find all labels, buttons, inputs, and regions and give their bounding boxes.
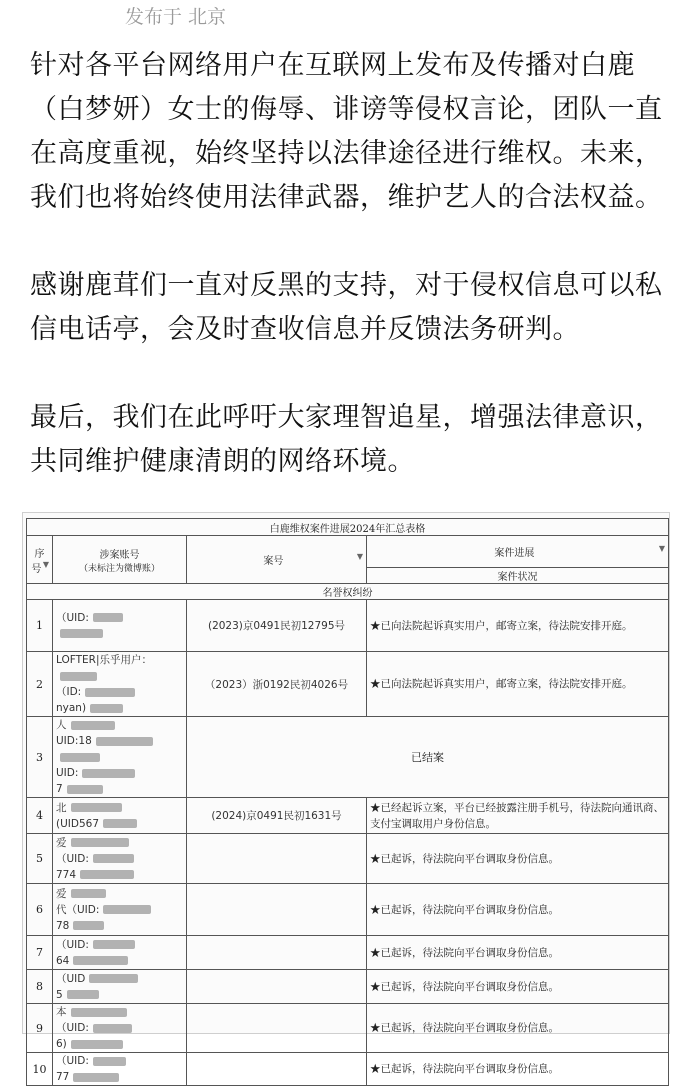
table-row (27, 884, 669, 936)
row-case-number: (2024)京0491民初1631号 (187, 798, 367, 834)
row-progress: ★已起诉，待法院向平台调取身份信息。 (367, 1004, 669, 1053)
table-row (27, 834, 669, 884)
row-progress: ★已起诉，待法院向平台调取身份信息。 (367, 936, 669, 970)
redaction-mark (93, 854, 134, 863)
row-case-number (187, 936, 367, 970)
redaction-mark (67, 785, 103, 794)
post-paragraph-3: 最后，我们在此呼吁大家理智追星，增强法律意识，共同维护健康清朗的网络环境。 (30, 402, 663, 477)
post-location: 发布于 北京 (125, 6, 227, 28)
row-account: 爱 代（UID: 78 (53, 884, 187, 936)
post-body (30, 44, 666, 484)
redaction-mark (73, 921, 104, 930)
post-paragraph-1: 针对各平台网络用户在互联网上发布及传播对白鹿（白梦妍）女士的侮辱、诽谤等侵权言论，团队一直在高度重视，始终坚持以法律途径进行维权。未来，我们也将始终使用法律武器，维护艺人的合法权益。 (30, 50, 663, 213)
row-case-number (187, 884, 367, 936)
redaction-mark (96, 737, 153, 746)
redaction-mark (60, 629, 103, 638)
redaction-mark (60, 672, 97, 681)
row-account: 本 （UID: 6) (53, 1004, 187, 1053)
section-label: 名誉权纠纷 (27, 584, 669, 600)
redaction-mark (73, 956, 128, 965)
redaction-mark (71, 721, 115, 730)
table-title: 白鹿维权案件进展2024年汇总表格 (27, 519, 669, 536)
redaction-mark (80, 870, 134, 879)
row-index: 10 (27, 1053, 53, 1086)
redaction-mark (71, 1008, 127, 1017)
filter-dropdown-icon[interactable]: ▼ (42, 559, 49, 569)
row-progress: ★已向法院起诉真实用户，邮寄立案，待法院安排开庭。 (367, 600, 669, 652)
table-row (27, 1004, 669, 1053)
filter-dropdown-icon[interactable]: ▼ (356, 552, 363, 561)
post-paragraph-2: 感谢鹿茸们一直对反黑的支持，对于侵权信息可以私信电话亭，会及时查收信息并反馈法务研判。 (30, 270, 663, 345)
redaction-mark (67, 990, 99, 999)
row-case-number: (2023)京0491民初12795号 (187, 600, 367, 652)
row-account: 北 (UID567 (53, 798, 187, 834)
row-index: 7 (27, 936, 53, 970)
redaction-mark (103, 819, 137, 828)
row-account: （UID: 77 (53, 1053, 187, 1086)
row-index: 4 (27, 798, 53, 834)
redaction-mark (73, 1073, 119, 1082)
table-row (27, 717, 669, 798)
row-index: 3 (27, 717, 53, 798)
row-case-number (187, 834, 367, 884)
redaction-mark (71, 803, 122, 812)
header-seq: 序号 ▼ (27, 536, 53, 584)
row-progress: ★已起诉，待法院向平台调取身份信息。 (367, 970, 669, 1004)
table-row (27, 970, 669, 1004)
row-account: LOFTER|乐乎用户： （ID: nyan) (53, 652, 187, 717)
row-case-number (187, 1004, 367, 1053)
redaction-mark (82, 769, 135, 778)
row-progress: ★已起诉，待法院向平台调取身份信息。 (367, 884, 669, 936)
row-index: 8 (27, 970, 53, 1004)
table-row (27, 1053, 669, 1086)
redaction-mark (89, 974, 138, 983)
redaction-mark (71, 1040, 123, 1049)
redaction-mark (93, 1057, 126, 1066)
row-account: 人 UID:18 UID: 7 (53, 717, 187, 798)
header-progress-sub: 案件状况 (367, 568, 669, 584)
header-progress: 案件进展 ▼ (367, 536, 669, 568)
row-account: （UID: (53, 600, 187, 652)
row-case-number: （2023）浙0192民初4026号 (187, 652, 367, 717)
redaction-mark (60, 753, 100, 762)
redaction-mark (103, 905, 151, 914)
redaction-mark (93, 1024, 132, 1033)
filter-dropdown-icon[interactable]: ▼ (658, 544, 666, 553)
case-progress-table (26, 518, 669, 1086)
redaction-mark (90, 704, 123, 713)
row-index: 1 (27, 600, 53, 652)
redaction-mark (93, 940, 135, 949)
row-case-number (187, 970, 367, 1004)
header-account: 涉案账号 （未标注为微博账） (53, 536, 187, 584)
row-progress: ★已起诉，待法院向平台调取身份信息。 (367, 834, 669, 884)
row-progress: ★已经起诉立案，平台已经披露注册手机号，待法院向通讯商、支付宝调取用户身份信息。 (367, 798, 669, 834)
row-index: 2 (27, 652, 53, 717)
redaction-mark (71, 838, 129, 847)
row-index: 5 (27, 834, 53, 884)
row-case-number (187, 1053, 367, 1086)
row-account: （UID 5 (53, 970, 187, 1004)
table-row (27, 652, 669, 717)
row-closed: 已结案 (187, 717, 669, 798)
redaction-mark (71, 889, 106, 898)
row-progress: ★已起诉，待法院向平台调取身份信息。 (367, 1053, 669, 1086)
header-case-no: 案号 ▼ (187, 536, 367, 584)
row-index: 9 (27, 1004, 53, 1053)
case-table-image[interactable] (22, 512, 670, 1083)
row-account: 爱 （UID: 774 (53, 834, 187, 884)
table-row (27, 798, 669, 834)
table-row (27, 936, 669, 970)
row-account: （UID: 64 (53, 936, 187, 970)
table-row (27, 600, 669, 652)
redaction-mark (85, 688, 135, 697)
row-progress: ★已向法院起诉真实用户，邮寄立案，待法院安排开庭。 (367, 652, 669, 717)
redaction-mark (93, 613, 123, 622)
row-index: 6 (27, 884, 53, 936)
